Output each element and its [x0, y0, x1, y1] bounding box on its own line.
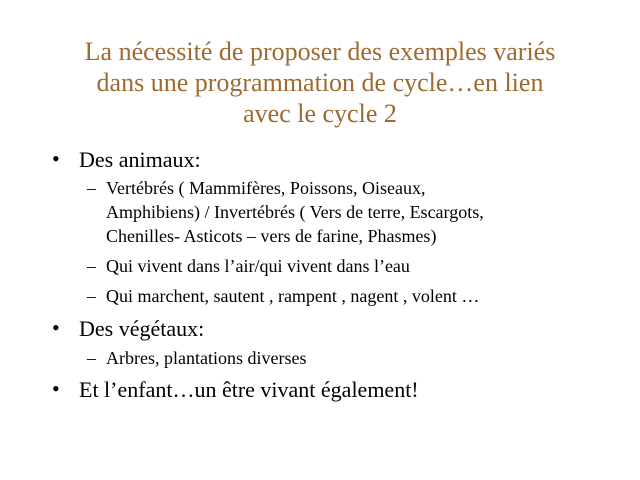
- dash-marker: –: [87, 178, 96, 198]
- sub-bullet-line: Amphibiens) / Invertébrés ( Vers de terre, Escargots,: [106, 202, 484, 222]
- sub-bullet-line: Vertébrés ( Mammifères, Poissons, Oiseaux,: [106, 178, 426, 198]
- title-line-2: dans une programmation de cycle…en lien: [96, 68, 544, 97]
- sub-bullet-text: [106, 284, 576, 308]
- sub-bullet-line: Qui vivent dans l’air/qui vivent dans l’eau: [106, 256, 410, 276]
- sub-bullet-line: Chenilles- Asticots – vers de farine, Phasmes): [106, 226, 437, 246]
- bullet-dot: •: [52, 376, 60, 401]
- bullet-dot: •: [52, 146, 60, 171]
- title-line-1: La nécessité de proposer des exemples variés: [84, 37, 556, 66]
- sub-bullet-text: [106, 346, 576, 370]
- dash-marker: –: [87, 348, 96, 368]
- dash-marker: –: [87, 256, 96, 276]
- title-line-3: avec le cycle 2: [243, 99, 397, 128]
- bullet-label: Et l’enfant…un être vivant également!: [79, 377, 419, 402]
- bullet-label: Des végétaux:: [79, 316, 205, 341]
- dash-marker: –: [87, 286, 96, 306]
- bullet-dot: •: [52, 315, 60, 340]
- sub-bullet-line: Arbres, plantations diverses: [106, 348, 307, 368]
- sub-bullet-line: Qui marchent, sautent , rampent , nagent , volent …: [106, 286, 480, 306]
- sub-bullet-text: [106, 254, 576, 278]
- sub-bullet-text: [106, 176, 576, 248]
- bullet-label: Des animaux:: [79, 147, 201, 172]
